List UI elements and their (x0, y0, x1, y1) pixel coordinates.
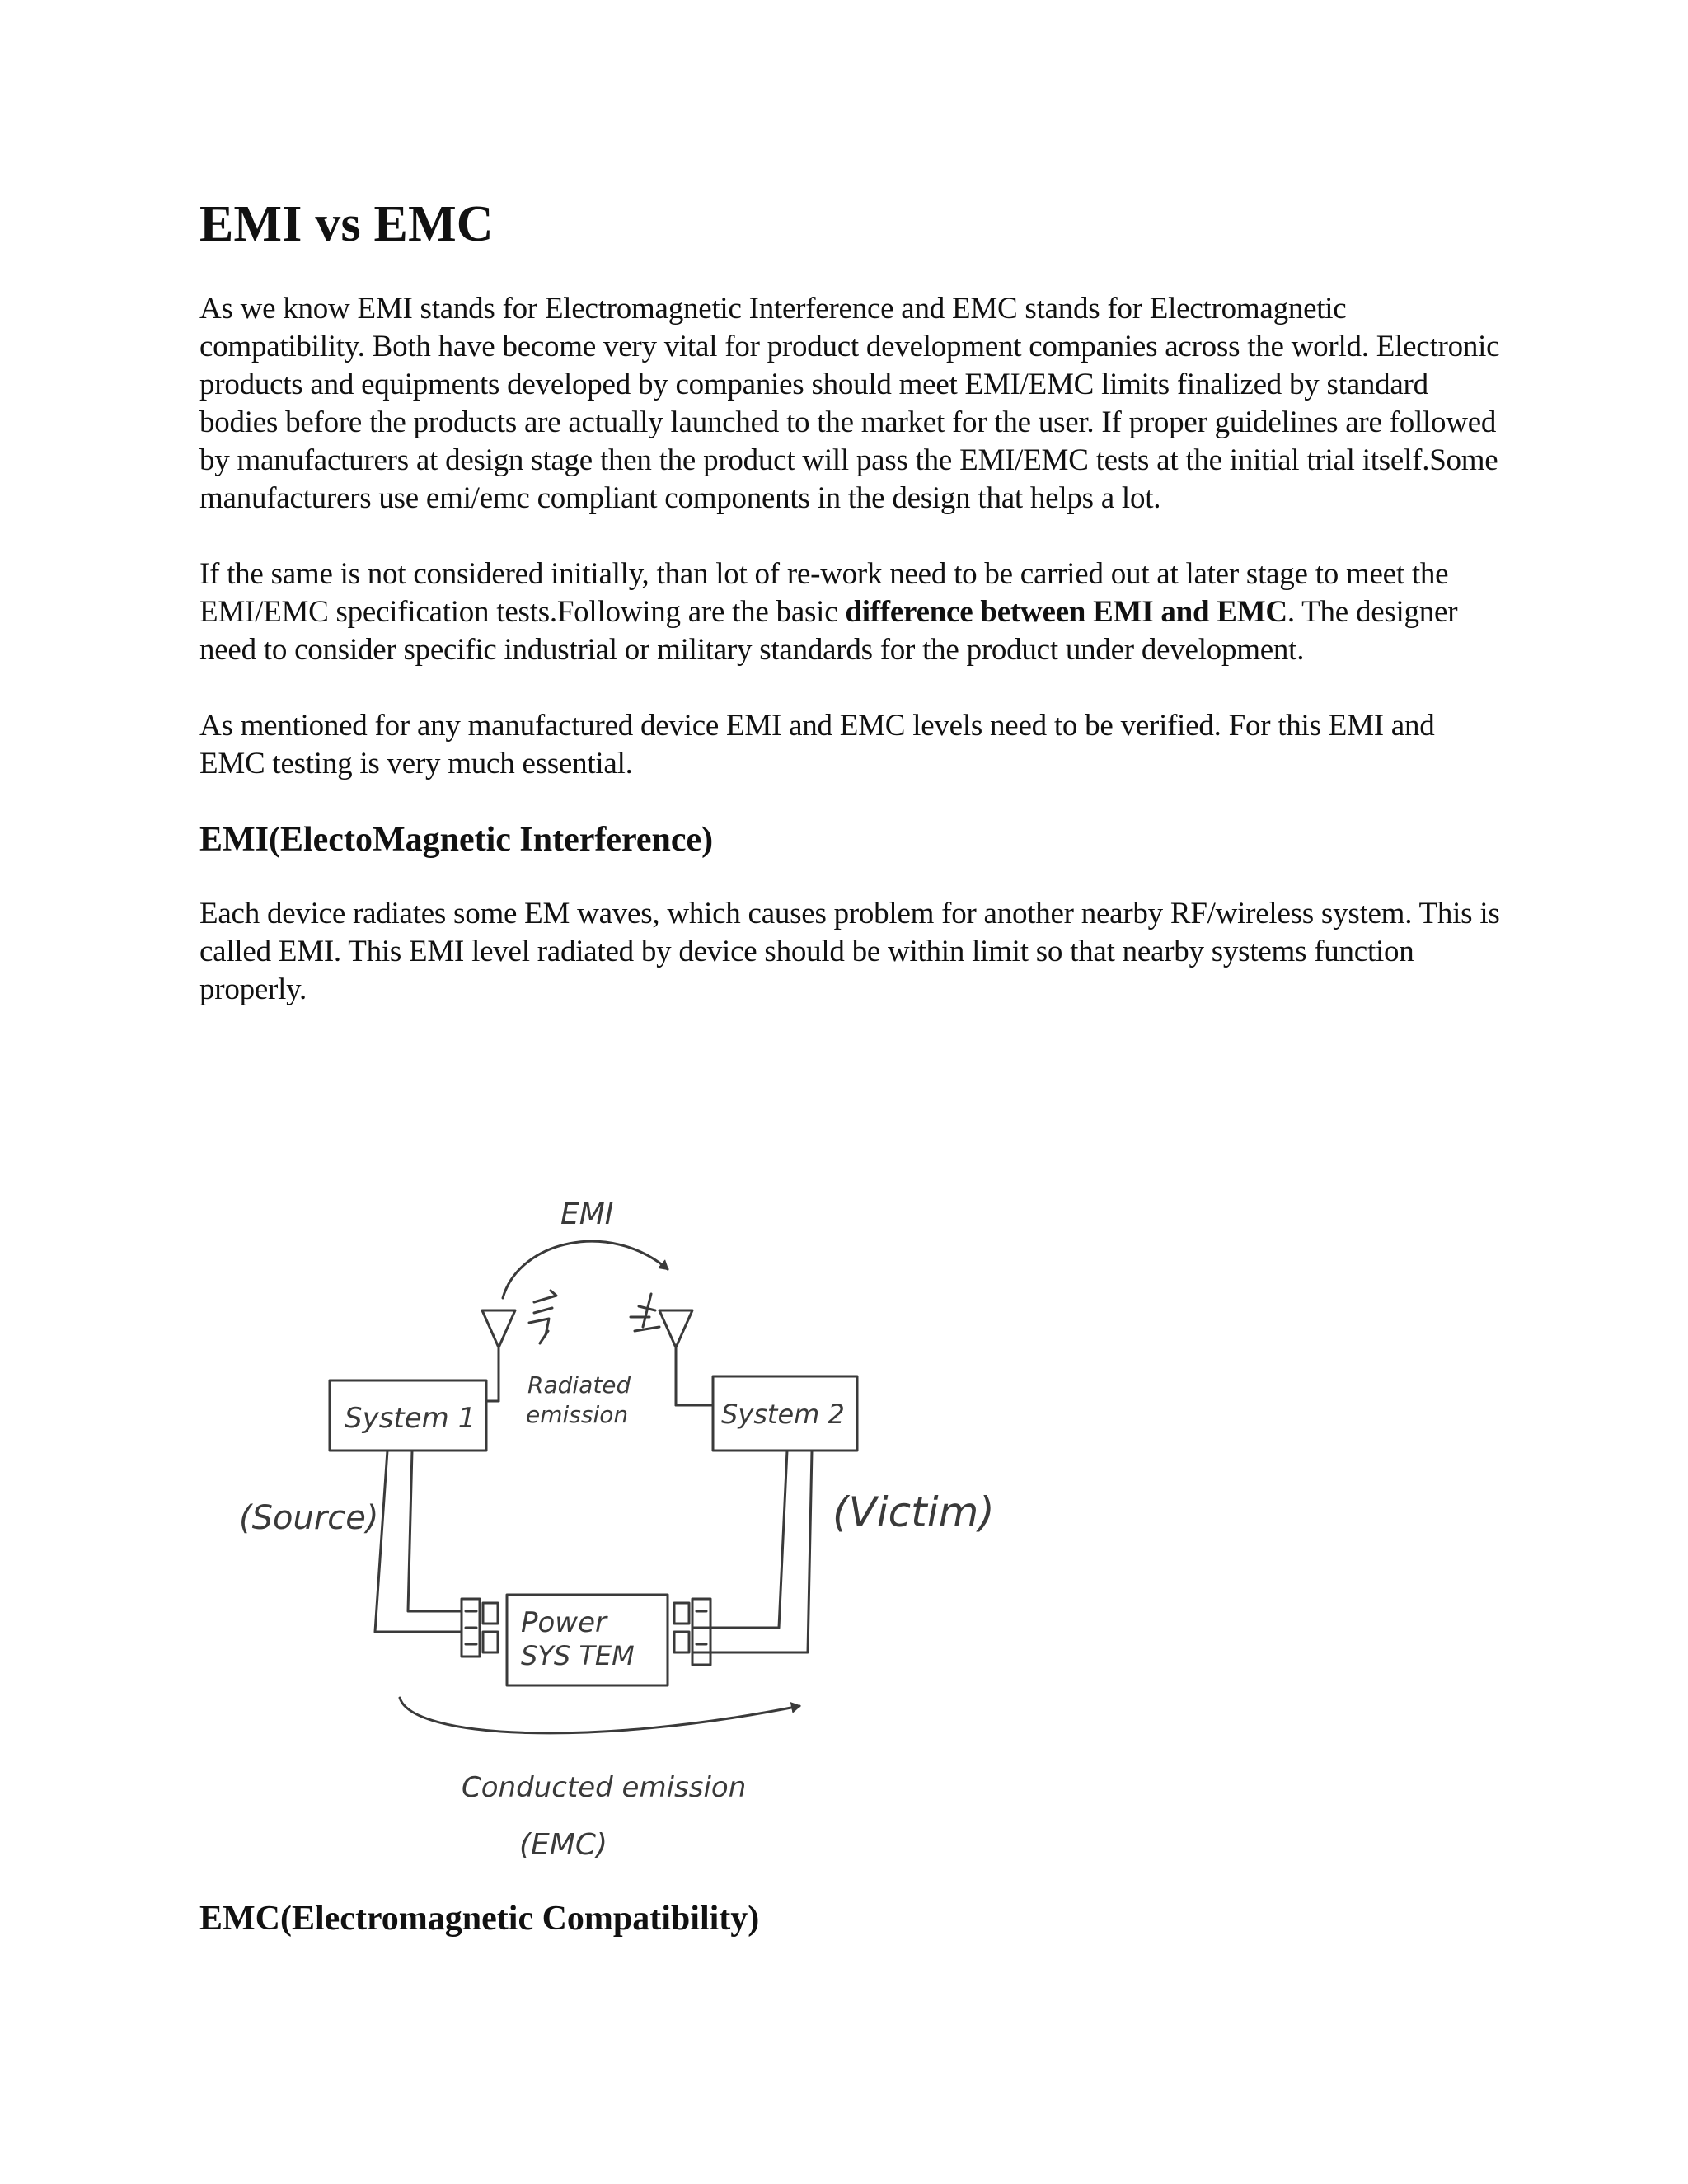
paragraph-intro: As we know EMI stands for Electromagnetic Interference and EMC stands for Electromagnetic compatibility. Both have become very vital for product development companies across the world. Electronic products and equipments developed by companies should meet EMI/EMC limits finalized by standard bodies before the products are actually launched to the market for the user. If proper guidelines are followed by manufacturers at design stage then the product will pass the EMI/EMC tests at the initial trial itself.Some manufacturers use emi/emc compliant components in the design that helps a lot. (199, 292, 1500, 516)
victim-label: (Victim) (832, 1488, 995, 1536)
paragraph-rework-text-2: . The designer need to consider specific industrial or military standards for the product under development. (199, 595, 1458, 668)
emi-arrow (503, 1241, 668, 1298)
antenna-2-icon (659, 1310, 713, 1405)
emi-label: EMI (560, 1197, 614, 1231)
paragraph-testing: As mentioned for any manufactured device EMI and EMC levels need to be verified. For this EMI and EMC testing is very much essential. (199, 709, 1435, 781)
power-system-label-line1: Power (521, 1606, 607, 1639)
page-title: EMI vs EMC (199, 196, 494, 252)
radiated-label-line1: Radiated (528, 1371, 631, 1399)
emi-emc-diagram (223, 1170, 1047, 1879)
diagram-svg (223, 1170, 1047, 1879)
source-label: (Source) (239, 1499, 379, 1537)
conducted-emission-label: Conducted emission (462, 1771, 747, 1804)
received-waves-icon (631, 1294, 659, 1331)
conducted-emission-arrow (400, 1698, 799, 1733)
power-system-label-line2: SYS TEM (521, 1640, 635, 1671)
system-1-label: System 1 (345, 1402, 476, 1435)
paragraph-emi-description: Each device radiates some EM waves, which causes problem for another nearby RF/wireless system. This is called EMI. This EMI level radiated by device should be within limit so that nearby systems function properly. (199, 897, 1500, 1007)
radiation-waves-icon (529, 1291, 556, 1343)
document-body (199, 196, 1502, 1009)
paragraph-rework-bold: difference between EMI and EMC (845, 595, 1287, 630)
paragraph-rework-text-1: If the same is not considered initially, than lot of re-work need to be carried out at later stage to meet the EMI/EMC specification tests.Following are the basic (199, 557, 1449, 630)
filter-right-icon (674, 1599, 710, 1665)
emc-label: (EMC) (519, 1828, 608, 1862)
section-heading-emi: EMI(ElectoMagnetic Interference) (199, 821, 714, 860)
system-1-power-wires (375, 1451, 462, 1632)
filter-left-icon (462, 1599, 498, 1657)
radiated-label-line2: emission (526, 1401, 629, 1428)
system-2-label: System 2 (721, 1399, 845, 1430)
paragraph-rework (199, 555, 1502, 669)
section-heading-emc: EMC(Electromagnetic Compatibility) (199, 1900, 760, 1938)
